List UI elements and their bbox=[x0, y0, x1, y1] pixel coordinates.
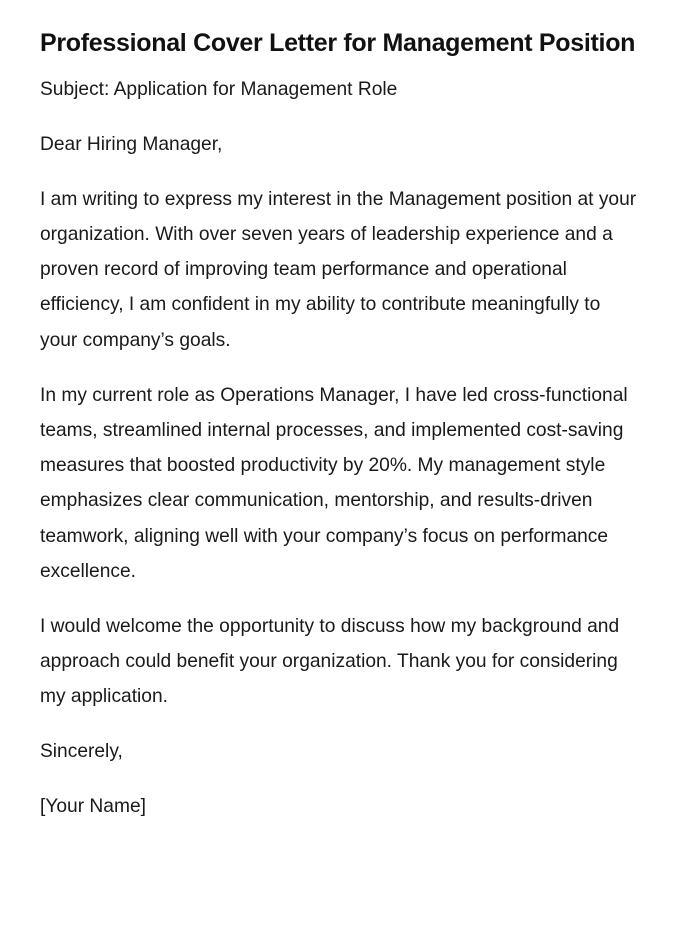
closing: Sincerely, bbox=[40, 741, 123, 763]
greeting: Dear Hiring Manager, bbox=[40, 133, 223, 155]
subject-line: Subject: Application for Management Role bbox=[40, 79, 398, 100]
signature: [Your Name] bbox=[40, 796, 146, 818]
body-paragraph: I would welcome the opportunity to discuss how my background and approach could benefit your organization. Thank you for considering my application. bbox=[40, 615, 620, 708]
page-title: Professional Cover Letter for Management Position bbox=[40, 29, 636, 57]
body-paragraph: In my current role as Operations Manager, I have led cross-functional teams, streamlined internal processes, and implemented cost-saving measures that boosted productivity by 20%. My management style emphasizes clear communication, mentorship, and results-driven teamwork, aligning well with your company’s focus on performance excellence. bbox=[40, 384, 628, 583]
body-paragraph: I am writing to express my interest in the Management position at your organization. With over seven years of leadership experience and a proven record of improving team performance and operational efficiency, I am confident in my ability to contribute meaningfully to your company’s goals. bbox=[40, 188, 637, 351]
